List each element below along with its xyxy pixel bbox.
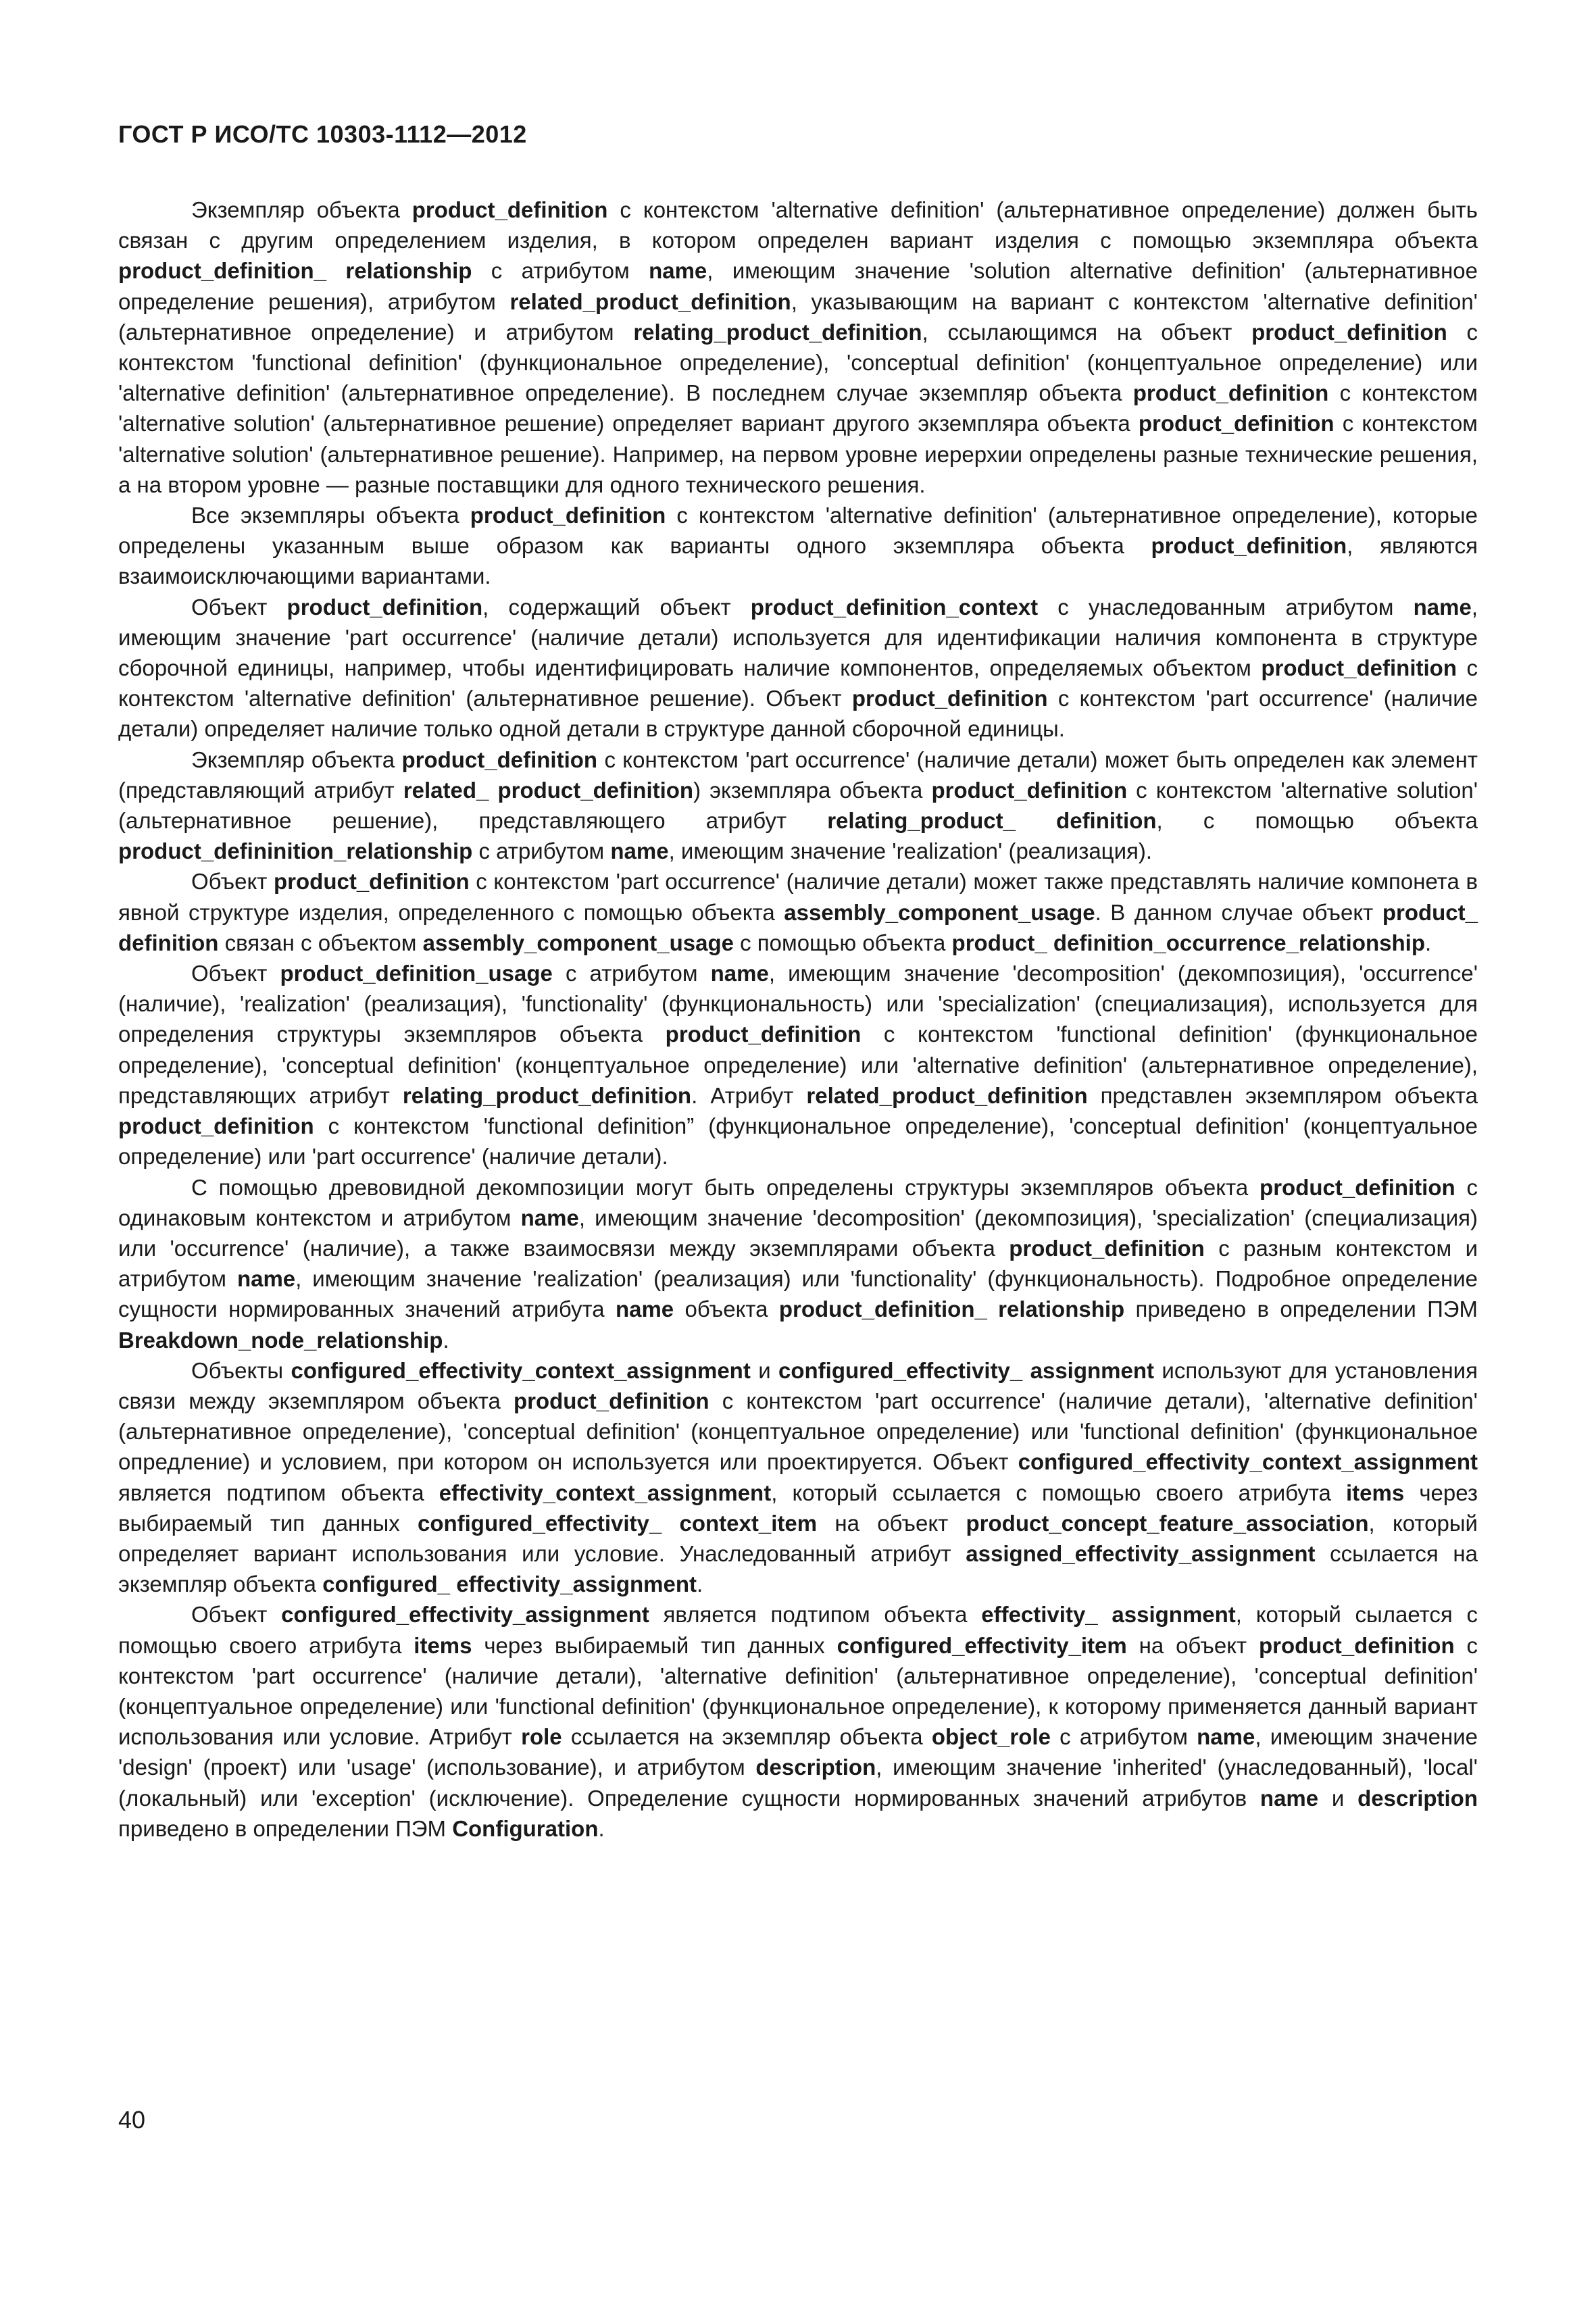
text-run: с атрибутом	[472, 258, 649, 284]
text-run: Объекты	[191, 1357, 291, 1383]
text-run: , имеющим значение 'realization' (реализация).	[668, 838, 1153, 864]
entity-name: product_definition	[1138, 411, 1335, 436]
text-run: с помощью объекта	[733, 930, 952, 955]
text-run: является подтипом объекта	[649, 1602, 982, 1628]
text-run: . Атрибут	[691, 1082, 807, 1108]
paragraph	[118, 1355, 1478, 1600]
entity-name: name	[615, 1297, 674, 1322]
entity-name: configured_effectivity_assignment	[281, 1602, 649, 1628]
entity-name: assigned_effectivity_assignment	[966, 1540, 1316, 1566]
entity-name: product_definition_usage	[280, 961, 553, 986]
entity-name: product_definition	[1009, 1235, 1205, 1261]
text-run: с контекстом 'alternative definition' (альтернативное решение). Объект	[118, 655, 1478, 711]
entity-name: product_definition	[286, 594, 483, 620]
entity-name: name	[610, 838, 669, 864]
entity-name: assembly_component_usage	[784, 899, 1095, 925]
entity-name: description	[755, 1755, 876, 1780]
text-run: ссылается на экземпляр объекта	[118, 1540, 1478, 1597]
text-run: приведено в определении ПЭМ	[1124, 1297, 1478, 1322]
entity-name: related_product_definition	[509, 288, 791, 314]
entity-name: product_definition	[851, 686, 1048, 711]
paragraph	[118, 592, 1478, 745]
entity-name: name	[1197, 1724, 1255, 1750]
text-run: ссылается на экземпляр объекта	[562, 1724, 932, 1750]
entity-name: relating_product_definition	[402, 1082, 692, 1108]
text-run: с контекстом 'part occurrence' (наличие детали) определяет наличие только одной детали в структуре данной сборочной единицы.	[118, 686, 1478, 742]
text-run: с одинаковым контекстом и атрибутом	[118, 1174, 1478, 1230]
entity-name: configured_effectivity_context_assignment	[1018, 1449, 1478, 1475]
entity-name: configured_effectivity_ context_item	[417, 1510, 818, 1536]
entity-name: product_definition_context	[750, 594, 1039, 620]
paragraph	[118, 866, 1478, 958]
text-run: Экземпляр объекта	[191, 747, 402, 772]
entity-name: product_definition	[412, 197, 608, 222]
entity-name: product_definition	[401, 747, 598, 772]
entity-name: items	[1346, 1480, 1405, 1505]
text-run: Объект	[191, 1602, 282, 1628]
page-number: 40	[118, 2106, 146, 2134]
entity-name: product_ definition	[118, 899, 1478, 955]
paragraph	[118, 958, 1478, 1172]
text-run: с контекстом 'part occurrence' (наличие детали), 'alternative definition' (альтернативное определение), 'conceptual definition' (концептуальное определение) или 'functional definition' (функциональное опредление) и условием, при котором он используется или проектируется. Объект	[118, 1388, 1478, 1475]
text-run: с контекстом 'alternative solution' (альтернативное решение), представляющего атрибут	[118, 777, 1478, 834]
text-run: с атрибутом	[552, 961, 711, 986]
entity-name: Breakdown_node_relationship	[118, 1327, 443, 1353]
paragraph	[118, 745, 1478, 867]
text-run: .	[697, 1571, 703, 1597]
text-run: с контекстом 'alternative definition' (альтернативное определение), которые определены указанным выше образом как варианты одного экземпляра объекта	[118, 503, 1478, 559]
entity-name: configured_ effectivity_assignment	[322, 1571, 697, 1597]
text-run: с контекстом 'alternative solution' (альтернативное решение) определяет вариант другого экземпляра объекта	[118, 380, 1478, 436]
text-run: с контекстом 'alternative definition' (альтернативное определение) должен быть связан с другим определением изделия, в котором определен вариант изделия с помощью экземпляра объекта	[118, 197, 1478, 253]
text-run: , имеющим значение 'decomposition' (декомпозиция), 'specialization' (специализация) или 'occurrence' (наличие), а также взаимосвязи между экземплярами объекта	[118, 1205, 1478, 1261]
entity-name: Configuration	[452, 1815, 599, 1841]
text-run: представлен экземпляром объекта	[1087, 1082, 1478, 1108]
text-run: с унаследованным атрибутом	[1038, 594, 1414, 620]
entity-name: product_definition_ relationship	[118, 258, 472, 284]
text-run: с контекстом 'part occurrence' (наличие детали) может быть определен как элемент (представляющий атрибут	[118, 747, 1478, 803]
text-run: является подтипом объекта	[118, 1480, 439, 1505]
text-run: , ссылающимся на объект	[922, 319, 1252, 345]
text-run: .	[598, 1815, 605, 1841]
text-run: объекта	[674, 1297, 779, 1322]
entity-name: product_ definition_occurrence_relationship	[951, 930, 1425, 955]
text-run: на объект	[817, 1510, 966, 1536]
paragraph	[118, 1172, 1478, 1355]
text-run: связан с объектом	[218, 930, 423, 955]
text-run: .	[443, 1327, 449, 1353]
text-run: с атрибутом	[1050, 1724, 1197, 1750]
entity-name: product_definition	[1251, 319, 1447, 345]
text-run: Объект	[191, 594, 287, 620]
entity-name: relating_product_ definition	[827, 808, 1157, 834]
text-run: . В данном случае объект	[1095, 899, 1382, 925]
entity-name: product_definition	[513, 1388, 709, 1413]
entity-name: product_definition	[1261, 655, 1457, 681]
text-run: с контекстом 'part occurrence' (наличие детали) может также представлять наличие компонета в явной структуре изделия, определенного с помощью объекта	[118, 869, 1478, 925]
text-run: с атрибутом	[472, 838, 611, 864]
entity-name: product_definition	[931, 777, 1128, 803]
text-run: Экземпляр объекта	[191, 197, 412, 222]
entity-name: effectivity_context_assignment	[439, 1480, 772, 1505]
entity-name: product_definition_ relationship	[778, 1297, 1125, 1322]
text-run: с разным контекстом и атрибутом	[118, 1235, 1478, 1292]
text-run: , являются взаимоисключающими вариантами.	[118, 533, 1478, 589]
text-run: и	[750, 1357, 778, 1383]
entity-name: name	[1260, 1785, 1319, 1811]
entity-name: relating_product_definition	[633, 319, 922, 345]
entity-name: name	[520, 1205, 579, 1230]
entity-name: name	[710, 961, 769, 986]
entity-name: product_definition	[665, 1022, 862, 1047]
entity-name: product_definition	[1258, 1632, 1455, 1658]
text-run: , содержащий объект	[482, 594, 751, 620]
text-run: , с помощью объекта	[1156, 808, 1478, 834]
text-run: С помощью древовидной декомпозиции могут быть определены структуры экземпляров объекта	[191, 1174, 1260, 1200]
text-run: приведено в определении ПЭМ	[118, 1815, 453, 1841]
text-run: с контекстом 'functional definition” (функциональное определение), 'conceptual definition' (концептуальное определение) или 'part occurrence' (наличие детали).	[118, 1113, 1478, 1169]
text-run: через выбираемый тип данных	[118, 1480, 1478, 1536]
text-run: , указывающим на вариант с контекстом 'alternative definition' (альтернативное определение) и атрибутом	[118, 288, 1478, 345]
text-run: , имеющим значение 'realization' (реализация) или 'functionality' (функциональность). Подробное определение сущности нормированных значений атрибута	[118, 1266, 1478, 1322]
text-run: на объект	[1126, 1632, 1259, 1658]
entity-name: assembly_component_usage	[422, 930, 734, 955]
text-run: , имеющим значение 'part occurrence' (наличие детали) используется для идентификации наличия компонента в структуре сборочной единицы, например, чтобы идентифицировать наличие компонентов, определяемых объектом	[118, 594, 1478, 681]
paragraph	[118, 195, 1478, 500]
text-run: Все экземпляры объекта	[191, 503, 470, 528]
entity-name: product_definition	[1132, 380, 1329, 406]
text-run: с контекстом 'functional definition' (функциональное определение), 'conceptual definition' (концептуальное определение) или 'alternative definition' (альтернативное определение). В последнем случае экземпляр объекта	[118, 319, 1478, 406]
text-run: .	[1425, 930, 1432, 955]
text-run: Объект	[191, 869, 274, 895]
entity-name: product_definition	[274, 869, 470, 895]
text-run: Объект	[191, 961, 280, 986]
entity-name: object_role	[931, 1724, 1051, 1750]
text-run: , имеющим значение 'design' (проект) или 'usage' (использование), и атрибутом	[118, 1724, 1478, 1780]
entity-name: configured_effectivity_item	[837, 1632, 1127, 1658]
entity-name: name	[236, 1266, 296, 1292]
text-run: , который определяет вариант использования или условие. Унаследованный атрибут	[118, 1510, 1478, 1566]
entity-name: product_definition	[470, 503, 666, 528]
body-text	[118, 195, 1478, 1844]
text-run: ) экземпляра объекта	[693, 777, 932, 803]
entity-name: role	[521, 1724, 562, 1750]
text-run: с контекстом 'functional definition' (функциональное определение), 'conceptual definition' (концептуальное определение) или 'alternative definition' (альтернативное определение), представляющих атрибут	[118, 1022, 1478, 1108]
entity-name: description	[1357, 1785, 1478, 1811]
entity-name: configured_effectivity_ assignment	[778, 1357, 1155, 1383]
entity-name: effectivity_ assignment	[981, 1602, 1236, 1628]
text-run: , имеющим значение 'solution alternative definition' (альтернативное определение решения), атрибутом	[118, 258, 1478, 314]
entity-name: configured_effectivity_context_assignment	[291, 1357, 751, 1383]
text-run: используют для установления связи между экземпляром объекта	[118, 1357, 1478, 1413]
entity-name: product_defininition_relationship	[118, 838, 473, 864]
text-run: , который ссылается с помощью своего атрибута	[771, 1480, 1347, 1505]
standard-header: ГОСТ Р ИСО/ТС 10303-1112—2012	[118, 120, 527, 148]
entity-name: product_concept_feature_association	[966, 1510, 1369, 1536]
entity-name: items	[414, 1632, 472, 1658]
text-run: , имеющим значение 'decomposition' (декомпозиция), 'occurrence' (наличие), 'realization' (реализация), 'functionality' (функциональность) или 'specialization' (специализация), используется для определения структуры экземпляров объекта	[118, 961, 1478, 1047]
paragraph	[118, 500, 1478, 592]
entity-name: name	[649, 258, 707, 284]
text-run: , имеющим значение 'inherited' (унаследованный), 'local' (локальный) или 'exception' (исключение). Определение сущности нормированных значений атрибутов	[118, 1755, 1478, 1811]
entity-name: related_product_definition	[806, 1082, 1088, 1108]
text-run: и	[1318, 1785, 1358, 1811]
entity-name: product_definition	[1260, 1174, 1455, 1200]
text-run: с контекстом 'part occurrence' (наличие детали), 'alternative definition' (альтернативное определение), 'conceptual definition' (концептуальное определение) или 'functional definition' (функциональное определение), к которому применяется данный вариант использования или условие. Атрибут	[118, 1632, 1478, 1750]
text-run: с контекстом 'alternative solution' (альтернативное решение). Например, на первом уровне иерерхии определены разные технические решения, а на втором уровне — разные поставщики для одного технического решения.	[118, 411, 1478, 497]
text-run: через выбираемый тип данных	[472, 1632, 837, 1658]
text-run: , который сылается с помощью своего атрибута	[118, 1602, 1478, 1658]
entity-name: product_definition	[118, 1113, 314, 1139]
entity-name: related_ product_definition	[403, 777, 694, 803]
paragraph	[118, 1599, 1478, 1844]
entity-name: product_definition	[1151, 533, 1347, 559]
entity-name: name	[1413, 594, 1472, 620]
